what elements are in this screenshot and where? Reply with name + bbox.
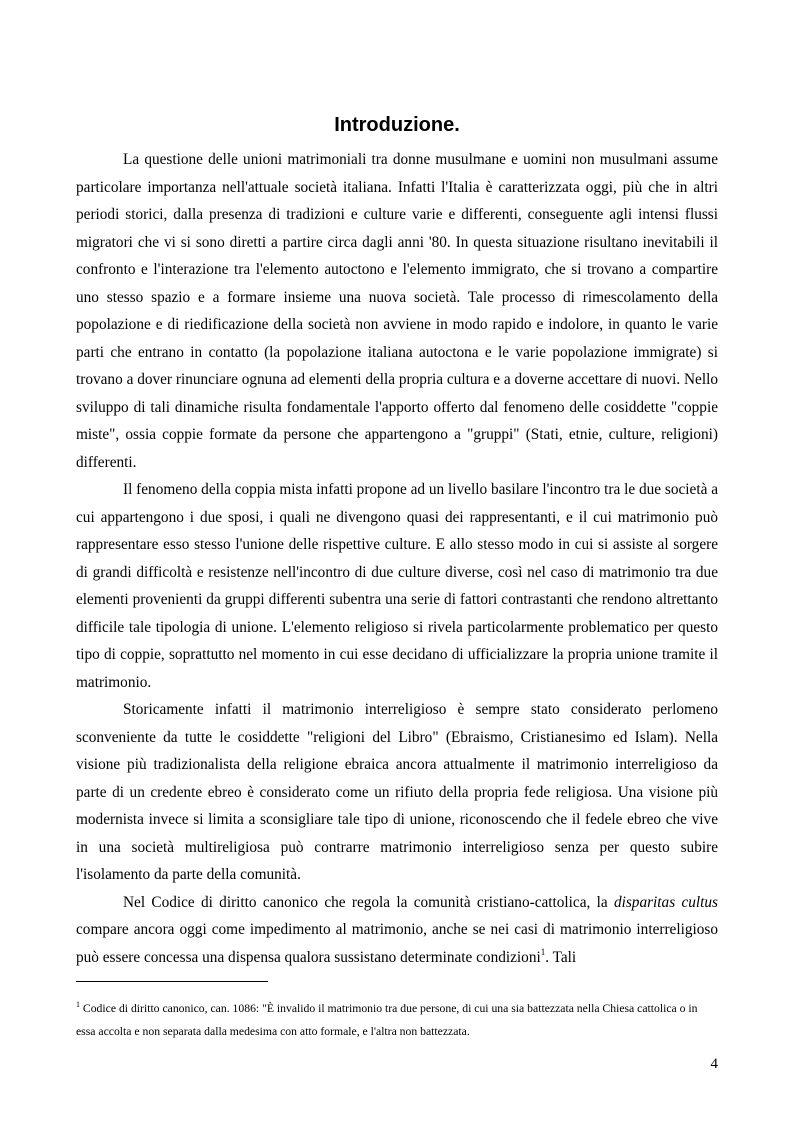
footnote-reference[interactable]: 1: [540, 946, 546, 957]
page-number: 4: [710, 1056, 718, 1072]
paragraph-3: Storicamente infatti il matrimonio interreligioso è sempre stato considerato perlomeno sconveniente da tutte le cosiddette "religioni del Libro" (Ebraismo, Cristianesimo ed Islam). Nella visione più tradizionalista della religione ebraica ancora attualmente il matrimonio interreligioso da parte di un credente ebreo è considerato come un rifiuto della propria fede religiosa. Una visione più modernista invece si limita a sconsigliare tale tipo di unione, riconoscendo che il fedele ebreo che vive in una società multireligiosa può contrarre matrimonio interreligioso senza per questo subire l'isolamento da parte della comunità.: [76, 701, 718, 883]
paragraph-4-tail: . Tali: [545, 948, 577, 966]
paragraph-4-italic-term: disparitas cultus: [613, 893, 718, 911]
paragraph-4-text-start: Nel Codice di diritto canonico che regola la comunità cristiano-cattolica, la: [123, 893, 614, 911]
paragraph-1: La questione delle unioni matrimoniali tra donne musulmane e uomini non musulmani assume particolare importanza nell'attuale società italiana. Infatti l'Italia è caratterizzata oggi, più che in altri periodi storici, dalla presenza di tradizioni e culture varie e differenti, conseguente agli intensi flussi migratori che vi si sono diretti a partire circa dagli anni '80. In questa situazione risultano inevitabili il confronto e l'interazione tra l'elemento autoctono e l'elemento immigrato, che si trovano a compartire uno stesso spazio e a formare insieme una nuova società. Tale processo di rimescolamento della popolazione e di riedificazione della società non avviene in modo rapido e indolore, in quanto le varie parti che entrano in contatto (la popolazione italiana autoctona e le varie popolazione immigrate) si trovano a dover rinunciare ognuna ad elementi della propria cultura e a doverne accettare di nuovi. Nello sviluppo di tali dinamiche risulta fondamentale l'apporto offerto dal fenomeno delle cosiddette "coppie miste", ossia coppie formate da persone che appartengono a "gruppi" (Stati, etnie, culture, religioni) differenti.: [76, 151, 718, 471]
footnote-number: 1: [76, 1000, 80, 1009]
body-text: [76, 146, 718, 971]
footnote-text: Codice di diritto canonico, can. 1086: "È invalido il matrimonio tra due persone, di cui una sia battezzata nella Chiesa cattolica o in essa accolta e non separata dalla medesima con atto formale, e l'altra non battezzata.: [76, 1002, 698, 1038]
page-title: Introduzione.: [334, 114, 460, 136]
document-page: [76, 0, 718, 1123]
footnote: [76, 997, 718, 1043]
paragraph-2: Il fenomeno della coppia mista infatti propone ad un livello basilare l'incontro tra le due società a cui appartengono i due sposi, i quali ne divengono quasi dei rappresentanti, e il cui matrimonio può rappresentare esso stesso l'unione delle rispettive culture. E allo stesso modo in cui si assiste al sorgere di grandi difficoltà e resistenze nell'incontro di due culture diverse, così nel caso di matrimonio tra due elementi provenienti da gruppi differenti subentra una serie di fattori contrastanti che rendono altrettanto difficile tale tipologia di unione. L'elemento religioso si rivela particolarmente problematico per questo tipo di coppie, soprattutto nel momento in cui esse decidano di ufficializzare la propria unione tramite il matrimonio.: [76, 481, 718, 691]
paragraph-4-text-end: compare ancora oggi come impedimento al matrimonio, anche se nei casi di matrimonio interreligioso può essere concessa una dispensa qualora sussistano determinate condizioni: [76, 921, 718, 966]
footnote-divider: [76, 981, 268, 982]
paragraph-4: [76, 889, 718, 972]
